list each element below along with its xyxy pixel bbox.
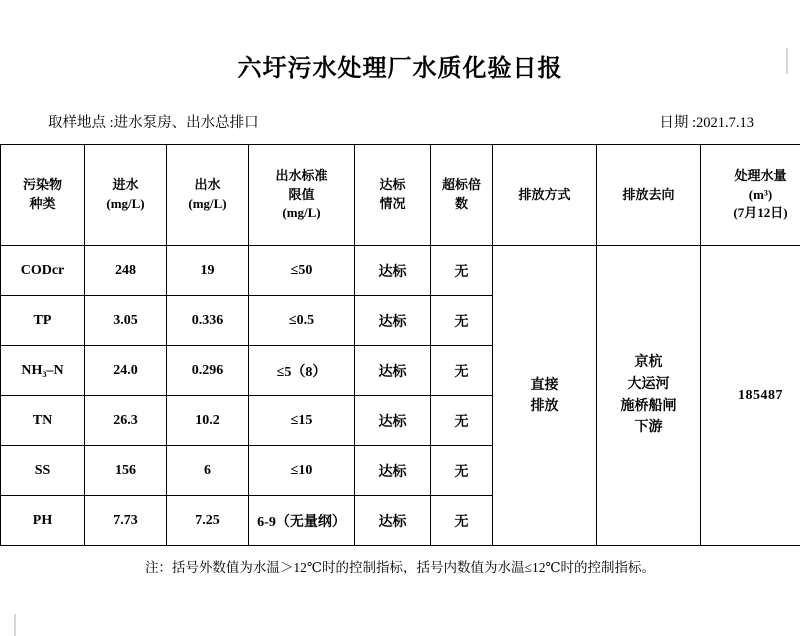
cell-exceed: 无 bbox=[431, 396, 493, 446]
cell-compliance: 达标 bbox=[355, 446, 431, 496]
cell-pollutant: SS bbox=[1, 446, 85, 496]
discharge-method-line1: 直接 bbox=[494, 375, 595, 396]
header-pollutant-line2: 种类 bbox=[2, 195, 83, 214]
cell-exceed: 无 bbox=[431, 496, 493, 546]
header-exceed-line2: 数 bbox=[432, 195, 491, 214]
cell-discharge-destination bbox=[597, 246, 701, 546]
header-compliance-line2: 情况 bbox=[356, 195, 429, 214]
cell-standard: ≤50 bbox=[249, 246, 355, 296]
sampling-location-label: 取样地点 :进水泵房、出水总排口 bbox=[48, 111, 259, 132]
cell-influent: 3.05 bbox=[85, 296, 167, 346]
header-discharge-method: 排放方式 bbox=[493, 145, 597, 246]
cell-effluent: 7.25 bbox=[167, 496, 249, 546]
cell-effluent: 6 bbox=[167, 446, 249, 496]
header-effluent-line2: (mg/L) bbox=[168, 195, 247, 214]
header-effluent bbox=[167, 145, 249, 246]
header-effluent-line1: 出水 bbox=[168, 176, 247, 195]
destination-line3: 施桥船闸 bbox=[598, 396, 699, 418]
cell-compliance: 达标 bbox=[355, 246, 431, 296]
header-standard-line2: 限值 bbox=[250, 186, 353, 205]
cell-compliance: 达标 bbox=[355, 496, 431, 546]
cell-exceed: 无 bbox=[431, 446, 493, 496]
page-title: 六圩污水处理厂水质化验日报 bbox=[0, 48, 800, 83]
cell-effluent: 19 bbox=[167, 246, 249, 296]
destination-line4: 下游 bbox=[598, 417, 699, 439]
cell-discharge-method bbox=[493, 246, 597, 546]
cell-pollutant: TN bbox=[1, 396, 85, 446]
header-discharge-destination: 排放去向 bbox=[597, 145, 701, 246]
destination-line2: 大运河 bbox=[598, 374, 699, 396]
cell-exceed: 无 bbox=[431, 296, 493, 346]
cell-standard: 6-9（无量纲） bbox=[249, 496, 355, 546]
cell-standard: ≤10 bbox=[249, 446, 355, 496]
cell-influent: 156 bbox=[85, 446, 167, 496]
header-standard-limit bbox=[249, 145, 355, 246]
table-header-row bbox=[1, 145, 800, 246]
cell-influent: 7.73 bbox=[85, 496, 167, 546]
footnote: 注：括号外数值为水温＞12℃时的控制指标，括号内数值为水温≤12℃时的控制指标。 bbox=[0, 556, 800, 576]
cell-effluent: 10.2 bbox=[167, 396, 249, 446]
cell-effluent: 0.296 bbox=[167, 346, 249, 396]
cell-standard: ≤5（8） bbox=[249, 346, 355, 396]
header-treated-volume-line1: 处理水量 bbox=[702, 167, 800, 186]
header-compliance bbox=[355, 145, 431, 246]
cell-standard: ≤0.5 bbox=[249, 296, 355, 346]
header-exceed-multiple bbox=[431, 145, 493, 246]
header-exceed-line1: 超标倍 bbox=[432, 176, 491, 195]
header-standard-line3: (mg/L) bbox=[250, 204, 353, 223]
cell-exceed: 无 bbox=[431, 346, 493, 396]
header-treated-volume-line2: (m³) bbox=[702, 186, 800, 205]
cell-compliance: 达标 bbox=[355, 296, 431, 346]
cell-exceed: 无 bbox=[431, 246, 493, 296]
cell-influent: 24.0 bbox=[85, 346, 167, 396]
header-influent-line1: 进水 bbox=[86, 176, 165, 195]
discharge-method-line2: 排放 bbox=[494, 396, 595, 417]
water-quality-table bbox=[0, 144, 800, 546]
cell-compliance: 达标 bbox=[355, 346, 431, 396]
report-date-label: 日期 :2021.7.13 bbox=[659, 111, 772, 132]
header-pollutant-line1: 污染物 bbox=[2, 176, 83, 195]
header-influent bbox=[85, 145, 167, 246]
table-row bbox=[1, 246, 800, 296]
cell-compliance: 达标 bbox=[355, 396, 431, 446]
meta-row bbox=[0, 111, 800, 132]
cell-pollutant: TP bbox=[1, 296, 85, 346]
destination-line1: 京杭 bbox=[598, 352, 699, 374]
header-pollutant bbox=[1, 145, 85, 246]
cell-pollutant: NH₃–N bbox=[1, 346, 85, 396]
cell-treated-volume: 185487 bbox=[701, 246, 800, 546]
cell-standard: ≤15 bbox=[249, 396, 355, 446]
cell-pollutant: PH bbox=[1, 496, 85, 546]
cell-influent: 248 bbox=[85, 246, 167, 296]
page-edge-marker-top bbox=[786, 48, 788, 74]
header-influent-line2: (mg/L) bbox=[86, 195, 165, 214]
report-page bbox=[0, 48, 800, 636]
header-treated-volume-line3: (7月12日) bbox=[702, 204, 800, 223]
header-treated-volume bbox=[701, 145, 800, 246]
header-standard-line1: 出水标准 bbox=[250, 167, 353, 186]
header-compliance-line1: 达标 bbox=[356, 176, 429, 195]
cell-effluent: 0.336 bbox=[167, 296, 249, 346]
cell-influent: 26.3 bbox=[85, 396, 167, 446]
cell-pollutant: CODcr bbox=[1, 246, 85, 296]
page-edge-marker-bottom bbox=[14, 614, 16, 636]
